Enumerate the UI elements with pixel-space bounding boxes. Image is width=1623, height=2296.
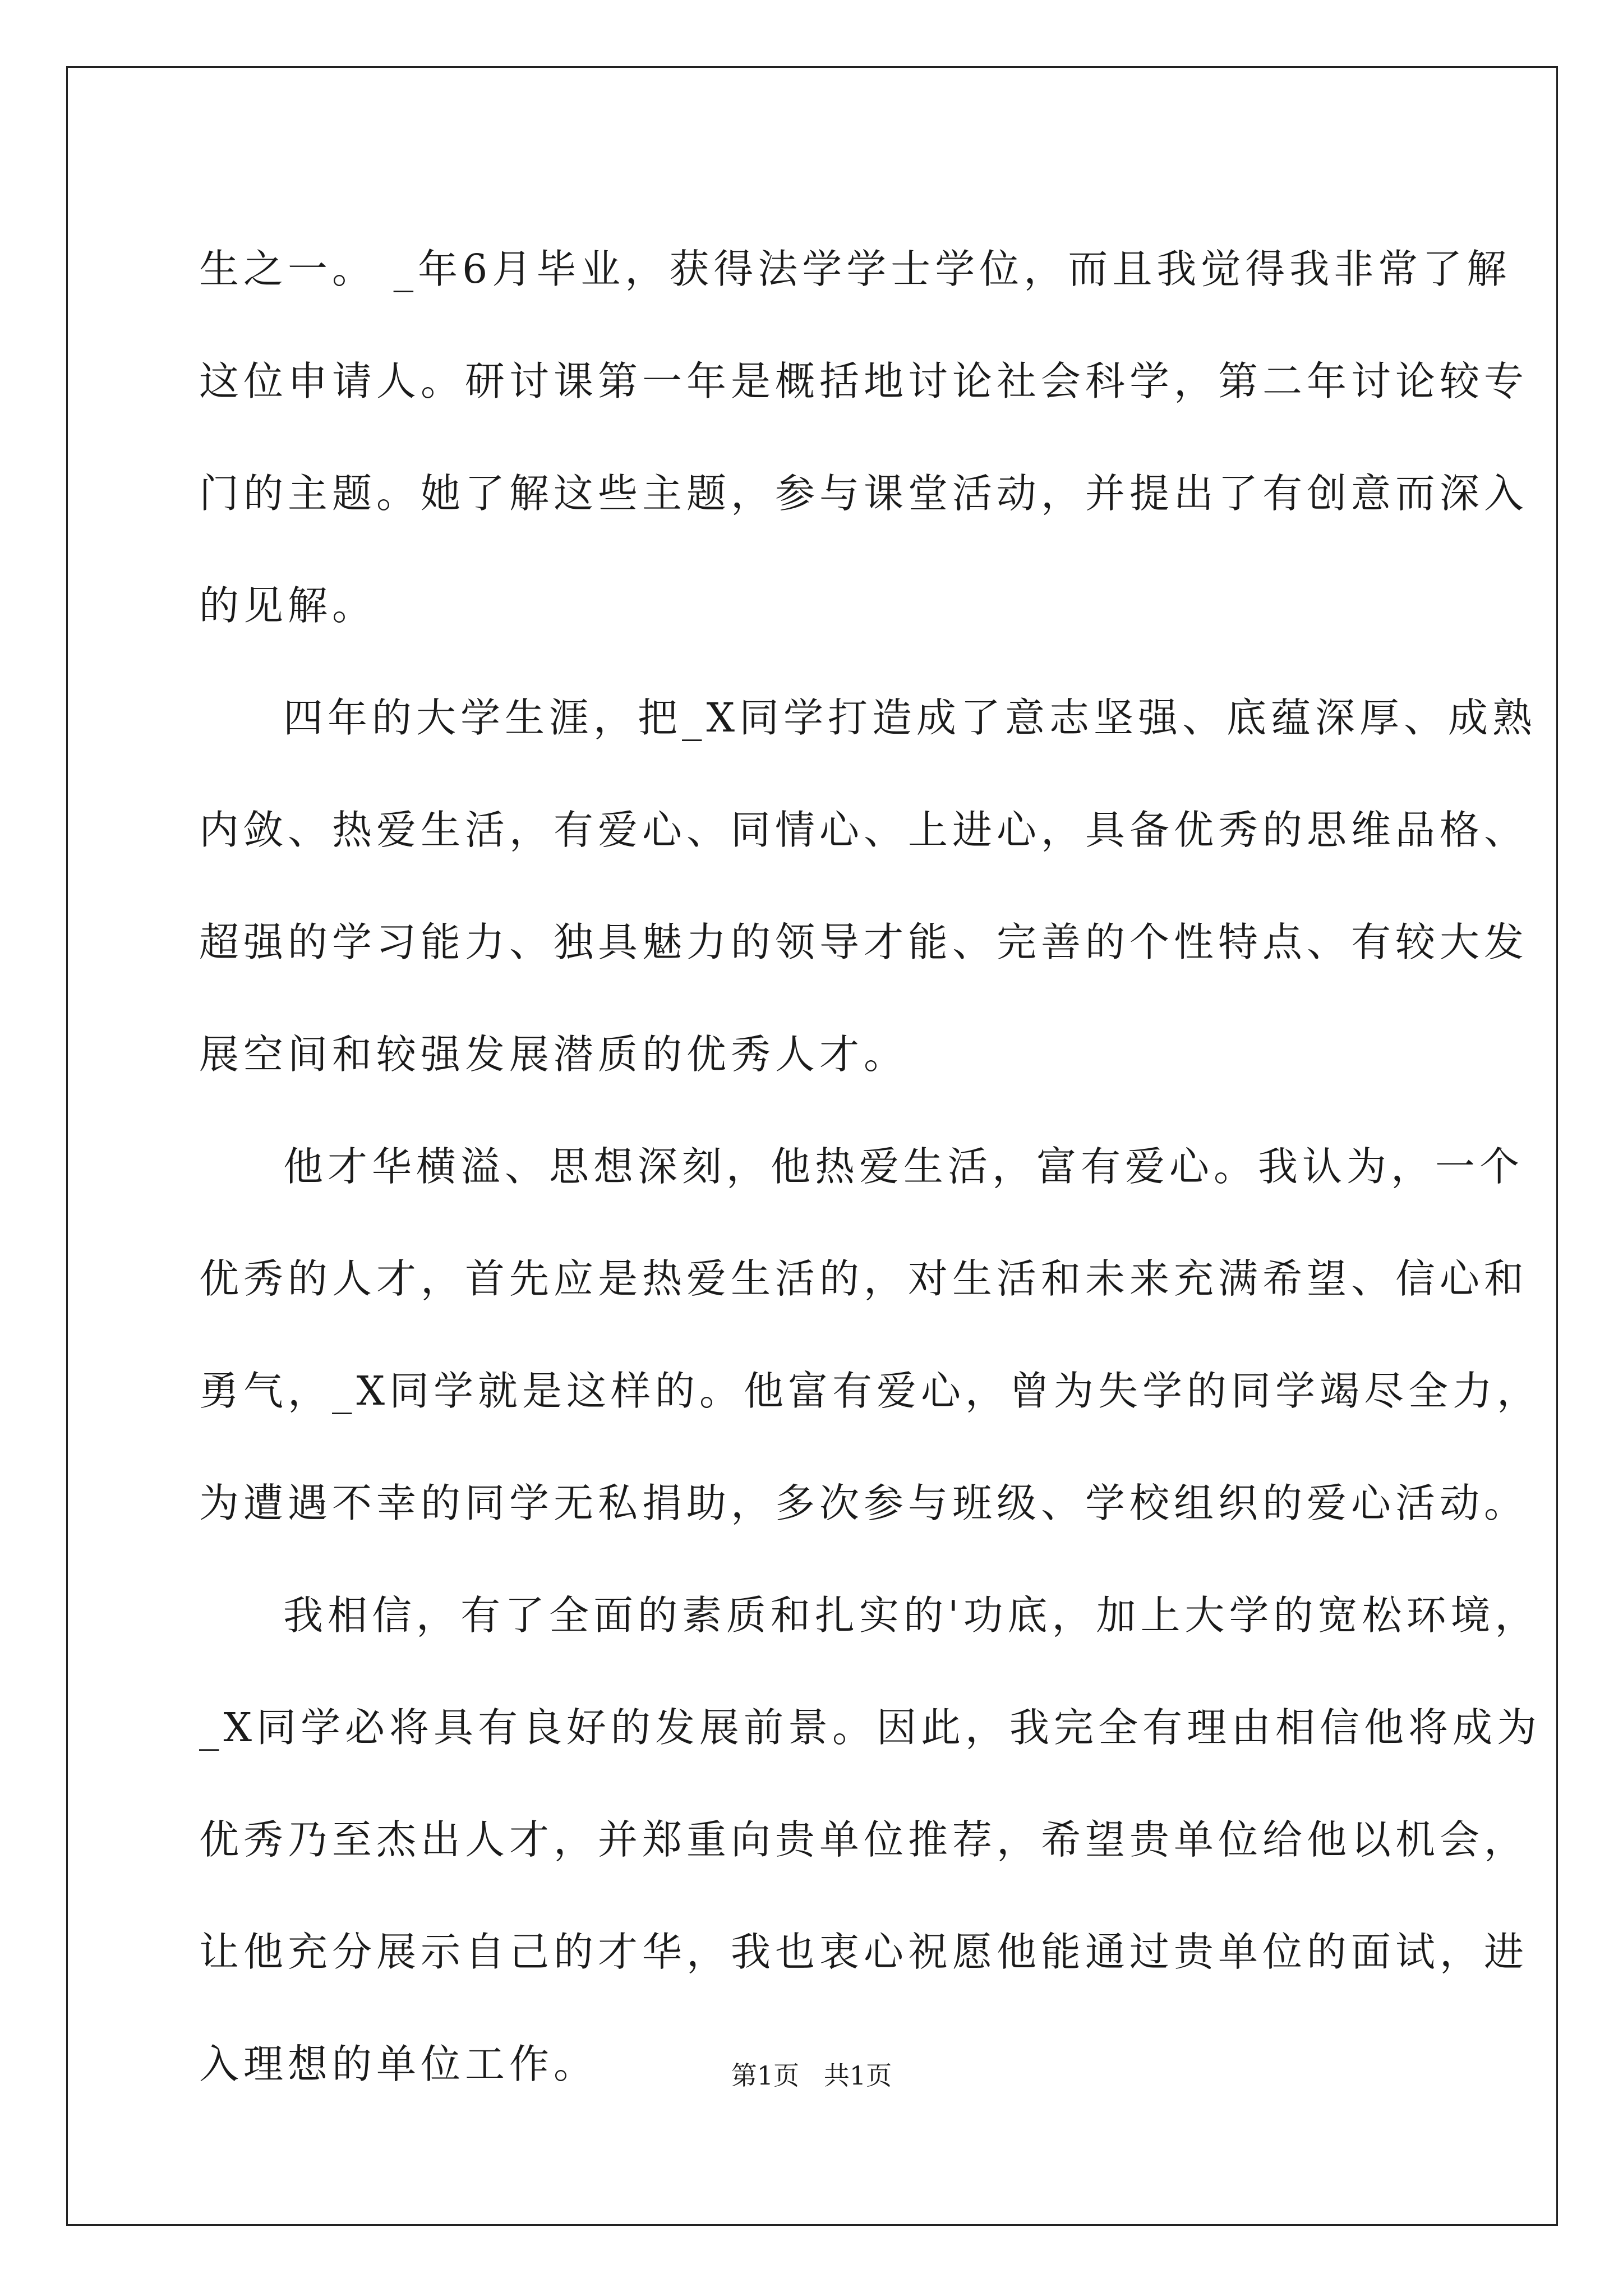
text-line-16: 让他充分展示自己的才华，我也衷心祝愿他能通过贵单位的面试，进: [199, 1929, 1529, 1975]
text-line-6: 内敛、热爱生活，有爱心、同情心、上进心，具备优秀的思维品格、: [199, 807, 1529, 853]
text-line-15: 优秀乃至杰出人才，并郑重向贵单位推荐，希望贵单位给他以机会，: [199, 1816, 1529, 1863]
text-line-8: 展空间和较强发展潜质的优秀人才。: [199, 1031, 909, 1078]
document-body: [199, 213, 1542, 2120]
text-line-3: 门的主题。她了解这些主题，参与课堂活动，并提出了有创意而深入: [199, 470, 1529, 517]
text-line-12: 为遭遇不幸的同学无私捐助，多次参与班级、学校组织的爱心活动。: [199, 1480, 1529, 1526]
page-footer: 第1页 共1页: [731, 2060, 892, 2091]
text-line-13: 我相信，有了全面的素质和扎实的'功底，加上大学的宽松环境，: [283, 1592, 1539, 1639]
text-line-17: 入理想的单位工作。: [199, 2041, 598, 2087]
text-line-10: 优秀的人才，首先应是热爱生活的，对生活和未来充满希望、信心和: [199, 1255, 1529, 1302]
text-line-14: _X同学必将具有良好的发展前景。因此，我完全有理由相信他将成为: [199, 1704, 1542, 1751]
text-line-5: 四年的大学生涯，把_X同学打造成了意志坚强、底蕴深厚、成熟: [283, 694, 1537, 741]
text-line-2: 这位申请人。研讨课第一年是概括地讨论社会科学，第二年讨论较专: [199, 358, 1529, 404]
text-line-11: 勇气，_X同学就是这样的。他富有爱心，曾为失学的同学竭尽全力，: [199, 1368, 1542, 1414]
text-line-9: 他才华横溢、思想深刻，他热爱生活，富有爱心。我认为，一个: [283, 1143, 1524, 1190]
text-line-1: 生之一。 _年6月毕业，获得法学学士学位，而且我觉得我非常了解: [199, 246, 1511, 292]
text-line-7: 超强的学习能力、独具魅力的领导才能、完善的个性特点、有较大发: [199, 919, 1529, 965]
text-line-4: 的见解。: [199, 582, 377, 629]
